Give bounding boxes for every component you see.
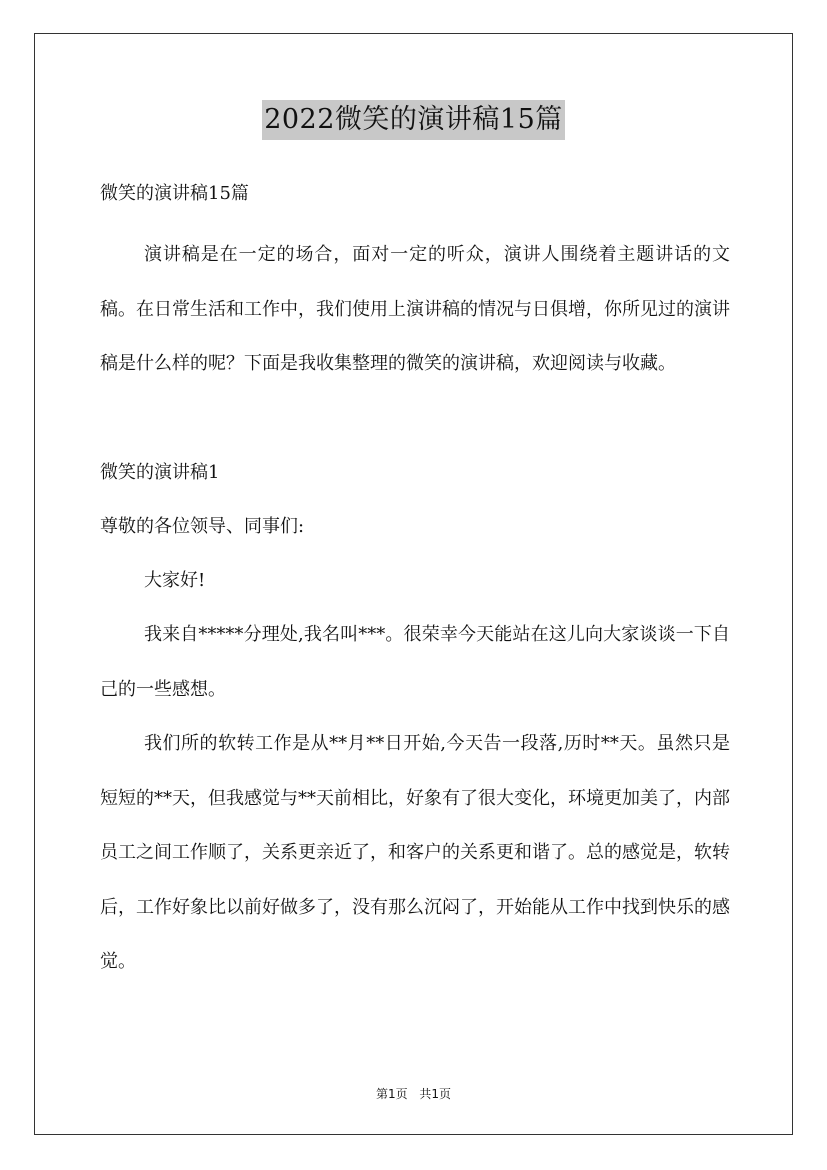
title-container	[0, 100, 827, 140]
page-footer	[0, 1085, 827, 1102]
salutation: 尊敬的各位领导、同事们:	[100, 515, 305, 537]
document-subtitle: 微笑的演讲稿15篇	[100, 183, 249, 204]
page-number: 第1页	[375, 1087, 408, 1101]
body-paragraph-2: 我们所的软转工作是从**月**日开始,今天告一段落,历时**天。虽然只是短短的**天，但我感觉与**天前相比，好象有了很大变化，环境更加美了，内部员工之间工作顺了，关系更亲近了，和客户的关系更和谐了。总的感觉是，软转后，工作好象比以前好做多了，没有那么沉闷了，开始能从工作中找到快乐的感觉。	[100, 733, 730, 972]
intro-paragraph: 演讲稿是在一定的场合，面对一定的听众，演讲人围绕着主题讲话的文稿。在日常生活和工作中，我们使用上演讲稿的情况与日俱增，你所见过的演讲稿是什么样的呢？下面是我收集整理的微笑的演讲稿，欢迎阅读与收藏。	[100, 244, 730, 374]
spacer	[100, 392, 730, 446]
body-paragraph-1: 我来自*****分理处,我名叫***。很荣幸今天能站在这儿向大家谈谈一下自己的一些感想。	[100, 624, 730, 700]
section-heading: 微笑的演讲稿1	[100, 461, 220, 483]
document-title: 2022微笑的演讲稿15篇	[262, 100, 565, 140]
document-body	[100, 172, 730, 990]
page-total: 共1页	[419, 1087, 452, 1101]
greeting: 大家好!	[144, 569, 206, 591]
